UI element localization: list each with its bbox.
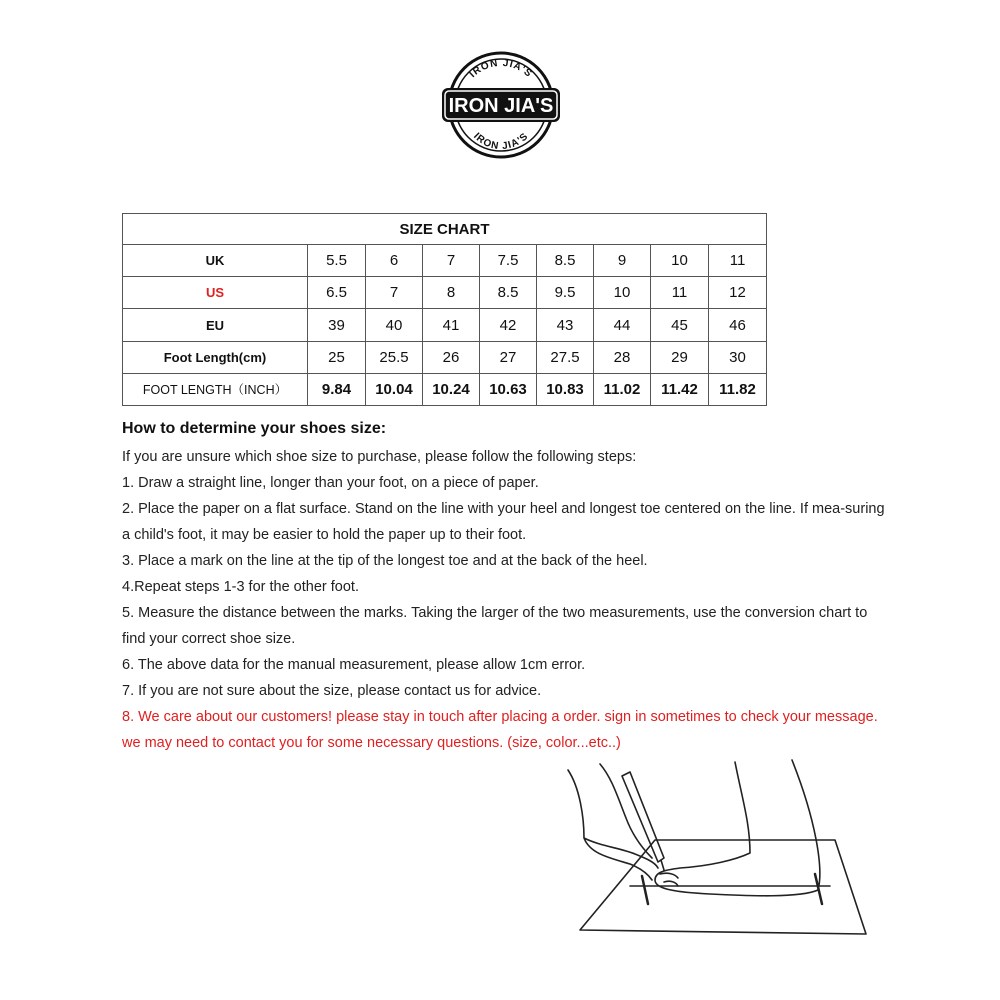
foot-outline-shape — [655, 760, 820, 896]
size-cell: 25 — [308, 341, 366, 373]
row-label-foot-inch: FOOT LENGTH（INCH） — [123, 373, 308, 405]
size-cell: 8.5 — [480, 277, 537, 309]
size-cell: 11.42 — [651, 373, 709, 405]
logo-top-text: IRON JIA'S — [467, 57, 535, 81]
instruction-step-2: 2. Place the paper on a flat surface. Stand on the line with your heel and longest toe centered on the line. If mea-suring a child's foot, it may be easier to hold the paper up to their foot. — [122, 501, 885, 543]
size-cell: 29 — [651, 341, 709, 373]
size-row-uk — [123, 245, 767, 277]
size-cell: 27 — [480, 341, 537, 373]
size-cell: 10.24 — [423, 373, 480, 405]
size-cell: 5.5 — [308, 245, 366, 277]
row-label-foot-cm: Foot Length(cm) — [123, 341, 308, 373]
row-label-us: US — [123, 277, 308, 309]
size-cell: 6 — [366, 245, 423, 277]
size-cell: 10.04 — [366, 373, 423, 405]
pen-tip-shape — [661, 860, 664, 870]
instructions — [122, 420, 892, 756]
size-chart-title: SIZE CHART — [123, 214, 767, 245]
brand-logo — [440, 50, 562, 160]
size-cell: 28 — [594, 341, 651, 373]
size-cell: 9.5 — [537, 277, 594, 309]
foot-measurement-illustration — [560, 758, 870, 938]
size-cell: 41 — [423, 309, 480, 341]
row-label-eu: EU — [123, 309, 308, 341]
size-cell: 10.63 — [480, 373, 537, 405]
size-cell: 45 — [651, 309, 709, 341]
size-cell: 46 — [709, 309, 767, 341]
size-cell: 30 — [709, 341, 767, 373]
size-cell: 26 — [423, 341, 480, 373]
size-cell: 10 — [594, 277, 651, 309]
size-cell: 11.02 — [594, 373, 651, 405]
size-cell: 9 — [594, 245, 651, 277]
size-cell: 43 — [537, 309, 594, 341]
size-cell: 44 — [594, 309, 651, 341]
size-cell: 6.5 — [308, 277, 366, 309]
size-cell: 11 — [651, 277, 709, 309]
instruction-intro: If you are unsure which shoe size to purchase, please follow the following steps: — [122, 449, 637, 465]
size-chart-table — [122, 213, 767, 406]
instruction-step-8-notice: 8. We care about our customers! please stay in touch after placing a order. sign in sometimes to check your message. we may need to contact you for some necessary questions. (size, color...etc..) — [122, 709, 878, 751]
size-row-foot-cm — [123, 341, 767, 373]
size-cell: 27.5 — [537, 341, 594, 373]
size-cell: 7 — [423, 245, 480, 277]
size-cell: 25.5 — [366, 341, 423, 373]
size-cell: 39 — [308, 309, 366, 341]
size-row-eu — [123, 309, 767, 341]
row-label-uk: UK — [123, 245, 308, 277]
size-cell: 7.5 — [480, 245, 537, 277]
size-cell: 12 — [709, 277, 767, 309]
logo-main-text: IRON JIA'S — [448, 95, 554, 117]
instruction-step-1: 1. Draw a straight line, longer than your foot, on a piece of paper. — [122, 475, 539, 491]
size-row-foot-inch — [123, 373, 767, 405]
size-cell: 10.83 — [537, 373, 594, 405]
size-cell: 9.84 — [308, 373, 366, 405]
size-cell: 40 — [366, 309, 423, 341]
size-cell: 11 — [709, 245, 767, 277]
size-cell: 7 — [366, 277, 423, 309]
instruction-step-7: 7. If you are not sure about the size, please contact us for advice. — [122, 683, 542, 699]
paper-sheet-shape — [580, 840, 866, 934]
size-row-us — [123, 277, 767, 309]
size-cell: 10 — [651, 245, 709, 277]
size-cell: 42 — [480, 309, 537, 341]
size-cell: 8 — [423, 277, 480, 309]
toe-mark-shape — [642, 876, 648, 904]
logo-bottom-text: IRON JIA'S — [471, 130, 531, 153]
fingers-shape — [600, 764, 652, 858]
instruction-step-4: 4.Repeat steps 1-3 for the other foot. — [122, 579, 359, 595]
instruction-step-6: 6. The above data for the manual measurement, please allow 1cm error. — [122, 657, 586, 673]
instruction-step-5: 5. Measure the distance between the marks. Taking the larger of the two measurements, use the conversion chart to find your correct shoe size. — [122, 605, 868, 647]
toes-detail-shape — [660, 873, 678, 886]
instructions-heading: How to determine your shoes size: — [122, 420, 387, 437]
instruction-step-3: 3. Place a mark on the line at the tip of the longest toe and at the back of the heel. — [122, 553, 648, 569]
size-cell: 8.5 — [537, 245, 594, 277]
size-cell: 11.82 — [709, 373, 767, 405]
